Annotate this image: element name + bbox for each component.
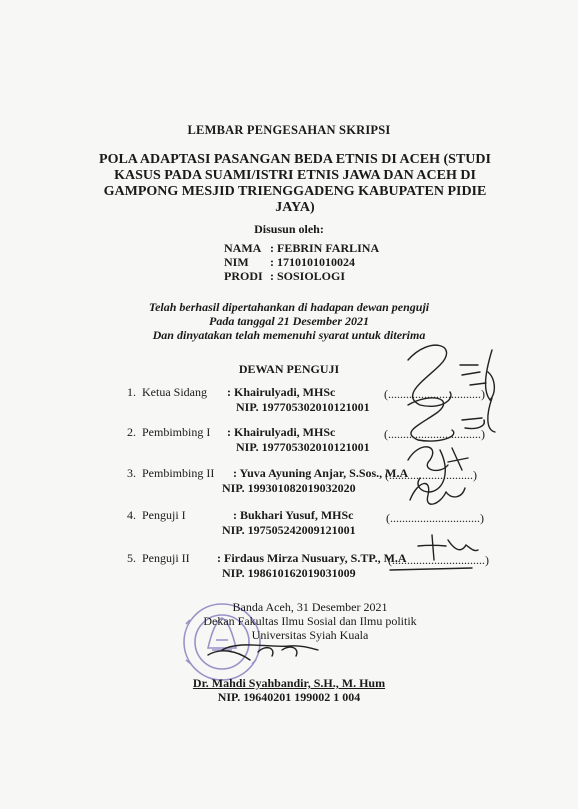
identity-value: : FEBRIN FARLINA — [270, 241, 380, 255]
board-heading: DEWAN PENGUJI — [238, 362, 340, 376]
member-number: 1. — [127, 385, 136, 399]
signature-line: (..............................) — [386, 511, 484, 525]
title-line: KASUS PADA SUAMI/ISTRI ETNIS JAWA DAN ACEH DI — [114, 168, 476, 183]
board-member — [127, 508, 356, 538]
identity-key: PRODI — [224, 269, 263, 283]
identity-value: : 1710101010024 — [270, 255, 355, 269]
signature-line: (............................) — [385, 468, 477, 482]
dean-position: Dekan Fakultas Ilmu Sosial dan Ilmu politik — [203, 614, 417, 628]
identity-row — [224, 241, 379, 255]
member-name: : Khairulyadi, MHSc — [227, 385, 336, 399]
dean-approval-block — [180, 600, 440, 642]
defense-line: Pada tanggal 21 Desember 2021 — [209, 314, 369, 328]
member-name: : Bukhari Yusuf, MHSc — [233, 508, 354, 522]
board-member — [127, 385, 370, 415]
member-role: Pembimbing I — [142, 425, 211, 439]
member-number: 3. — [127, 466, 136, 480]
member-nip: NIP. 197705302010121001 — [236, 440, 370, 454]
identity-key: NIM — [224, 255, 249, 269]
signature-line: (...............................) — [388, 553, 489, 567]
title-line: GAMPONG MESJID TRIENGGADENG KABUPATEN PIDIE — [103, 184, 487, 199]
member-role: Ketua Sidang — [142, 385, 207, 399]
member-name: : Firdaus Mirza Nusuary, S.TP., M.A — [217, 551, 407, 565]
thesis-title — [95, 152, 495, 216]
identity-value: : SOSIOLOGI — [270, 269, 346, 283]
defense-statement — [0, 300, 578, 342]
member-role: Penguji I — [142, 508, 186, 522]
identity-key: NAMA — [224, 241, 262, 255]
university-name: Universitas Syiah Kuala — [251, 628, 369, 642]
board-member — [127, 466, 408, 496]
defense-line: Dan dinyatakan telah memenuhi syarat untuk diterima — [152, 328, 426, 342]
board-member — [127, 551, 407, 581]
title-line: JAYA) — [275, 200, 315, 215]
member-number: 5. — [127, 551, 136, 565]
dean-nip: NIP. 19640201 199002 1 004 — [217, 690, 361, 704]
member-nip: NIP. 198610162019031009 — [222, 566, 356, 580]
member-number: 2. — [127, 425, 136, 439]
member-role: Penguji II — [142, 551, 190, 565]
member-nip: NIP. 199301082019032020 — [222, 481, 356, 495]
identity-row — [224, 269, 379, 283]
member-nip: NIP. 197705302010121001 — [236, 400, 370, 414]
student-identity — [224, 241, 379, 283]
member-number: 4. — [127, 508, 136, 522]
signature-line: (...............................) — [384, 427, 485, 441]
dean-name: Dr. Mahdi Syahbandir, S.H., M. Hum — [192, 676, 386, 690]
member-name: : Khairulyadi, MHSc — [227, 425, 336, 439]
place-date: Banda Aceh, 31 Desember 2021 — [232, 600, 388, 614]
member-nip: NIP. 197505242009121001 — [222, 523, 356, 537]
prepared-by-label: Disusun oleh: — [254, 222, 324, 236]
member-name: : Yuva Ayuning Anjar, S.Sos., M.A — [233, 466, 409, 480]
board-member — [127, 425, 370, 455]
member-role: Pembimbing II — [142, 466, 215, 480]
title-line: POLA ADAPTASI PASANGAN BEDA ETNIS DI ACEH (STUDI — [99, 152, 491, 167]
signature-line: (...............................) — [384, 387, 485, 401]
identity-row — [224, 255, 379, 269]
page-heading: LEMBAR PENGESAHAN SKRIPSI — [187, 123, 391, 137]
defense-line: Telah berhasil dipertahankan di hadapan dewan penguji — [148, 300, 430, 314]
